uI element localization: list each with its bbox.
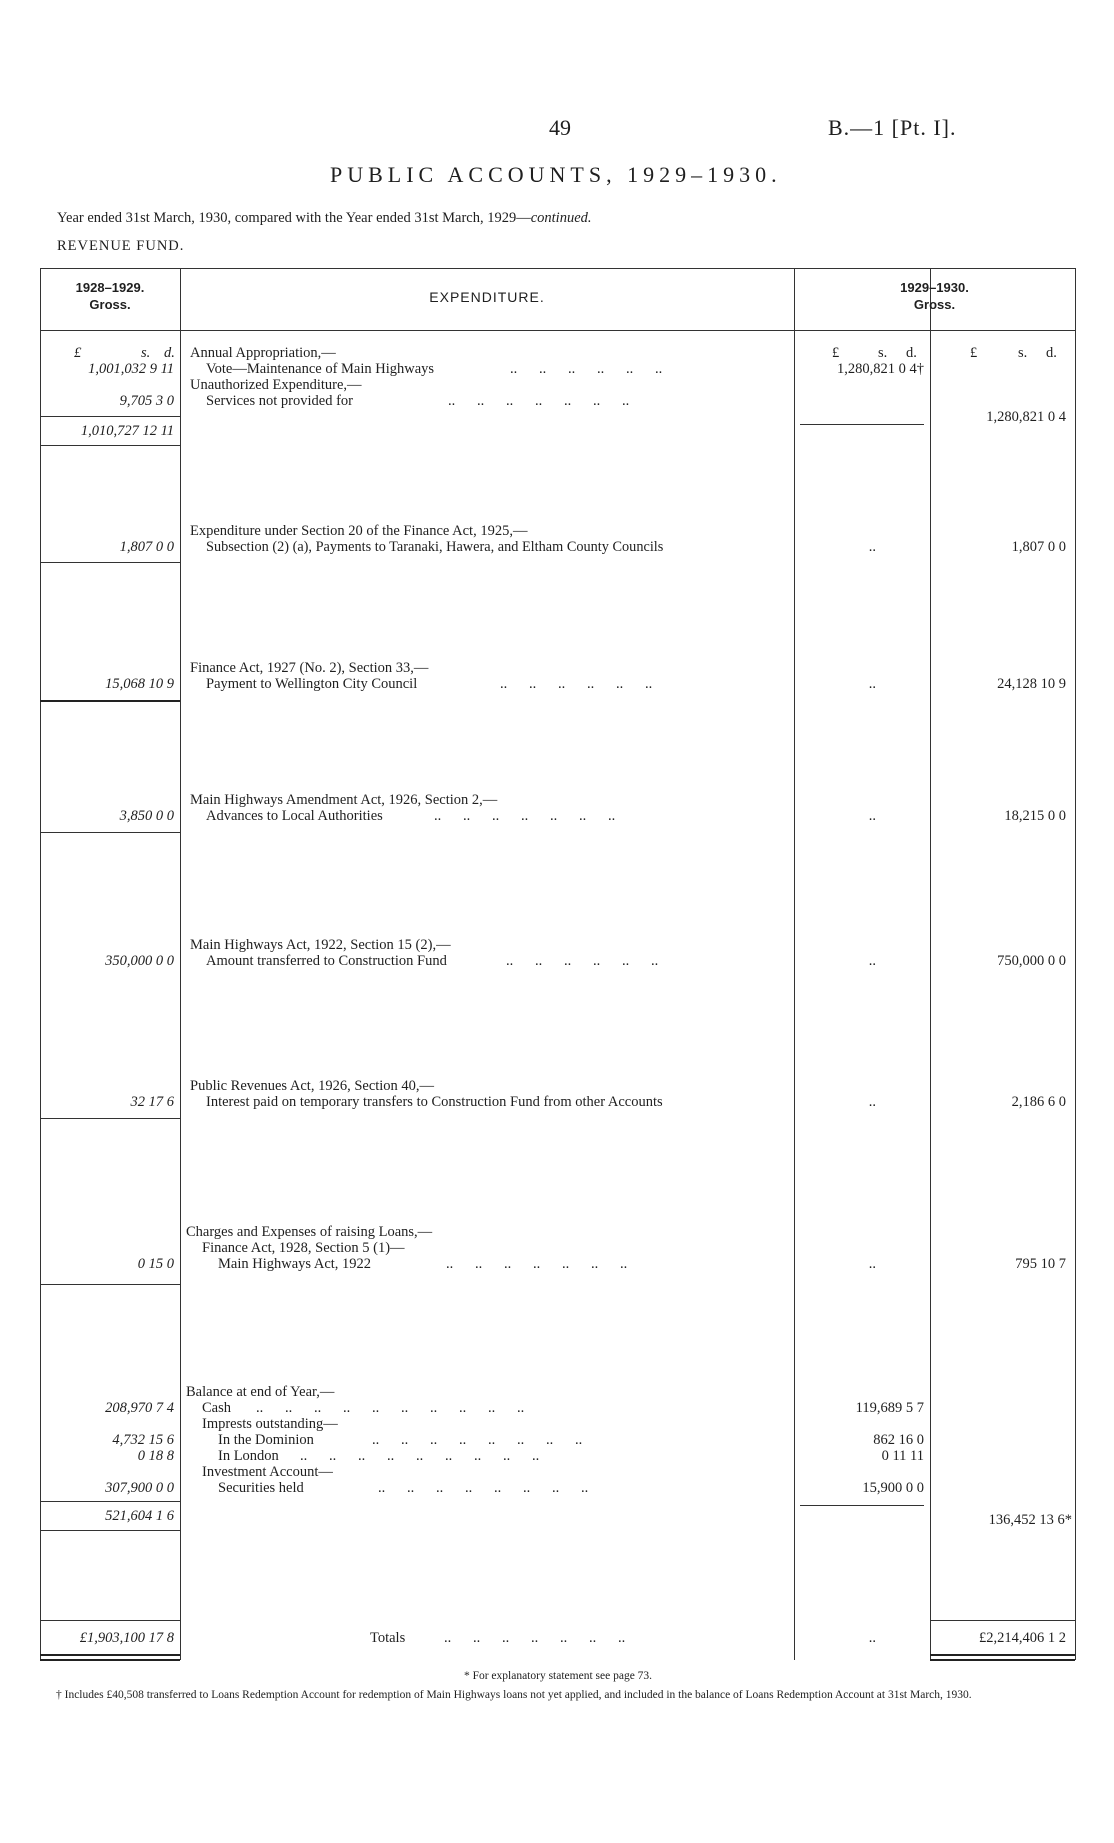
totals-prev-rule-2 (40, 1659, 180, 1661)
totals-detail: .. (868, 1630, 876, 1646)
balance-detail-london: 0 11 11 (881, 1448, 924, 1464)
loans-heading: Charges and Expenses of raising Loans,— (186, 1224, 433, 1240)
loans-sub-heading: Finance Act, 1928, Section 5 (1)— (202, 1240, 405, 1256)
balance-prev-total-rule (40, 1530, 180, 1531)
gross-pence-unit: d. (1046, 345, 1057, 361)
balance-detail-rule (800, 1505, 924, 1506)
finance1925-detail: .. (868, 539, 876, 555)
gross-shilling-unit: s. (1018, 345, 1028, 361)
subtitle-main: Year ended 31st March, 1930, compared with the Year ended 31st March, 1929— (57, 210, 531, 226)
subtitle (57, 210, 592, 227)
highways1926-prev-rule (40, 832, 180, 833)
leader-dots: .. .. .. .. .. .. .. .. .. (300, 1448, 540, 1464)
curr-gross-label: Gross. (913, 297, 956, 312)
revenues1926-line: Interest paid on temporary transfers to Construction Fund from other Accounts (206, 1094, 663, 1110)
finance1927-detail: .. (868, 676, 876, 692)
balance-prev-dominion: 4,732 15 6 (112, 1432, 174, 1448)
footnote-star: * For explanatory statement see page 73. (463, 1670, 653, 1682)
document-title: PUBLIC ACCOUNTS, 1929–1930. (330, 162, 782, 187)
highways1926-gross: 18,215 0 0 (1004, 808, 1066, 824)
unauthorized-line: Services not provided for (206, 393, 353, 409)
highways1922-detail: .. (868, 953, 876, 969)
col-divider-prev (180, 268, 181, 1660)
annual-prev-vote: 1,001,032 9 11 (88, 361, 174, 377)
highways1922-prev: 350,000 0 0 (105, 953, 174, 969)
highways1922-line: Amount transferred to Construction Fund (206, 953, 447, 969)
finance1925-heading: Expenditure under Section 20 of the Finance Act, 1925,— (190, 523, 528, 539)
loans-line: Main Highways Act, 1922 (218, 1256, 372, 1272)
leader-dots: .. .. .. .. .. .. .. (448, 393, 630, 409)
balance-dominion-label: In the Dominion (218, 1432, 314, 1448)
expenditure-header: EXPENDITURE. (429, 289, 545, 305)
totals-gross-rule-1 (930, 1654, 1075, 1656)
detail-pound-unit: £ (832, 345, 840, 361)
detail-shilling-unit: s. (878, 345, 888, 361)
balance-prev-london: 0 18 8 (137, 1448, 174, 1464)
loans-prev-rule (40, 1284, 180, 1285)
leader-dots: .. .. .. .. .. .. (510, 361, 663, 377)
totals-prev-rule-top (40, 1620, 180, 1621)
highways1926-prev: 3,850 0 0 (119, 808, 174, 824)
totals-gross-rule-top (930, 1620, 1075, 1621)
balance-detail-dominion: 862 16 0 (873, 1432, 924, 1448)
balance-london-label: In London (218, 1448, 279, 1464)
annual-gross-amount: 1,280,821 0 4 (986, 409, 1066, 425)
prev-year-label: 1928–1929. (75, 280, 145, 295)
balance-investment-label: Investment Account— (202, 1464, 333, 1480)
loans-gross: 795 10 7 (1015, 1256, 1066, 1272)
table-top-rule (40, 268, 1076, 269)
totals-prev-rule-1 (40, 1654, 180, 1656)
prev-pence-unit: d. (164, 345, 175, 361)
balance-detail-securities: 15,900 0 0 (862, 1480, 924, 1496)
finance1925-gross: 1,807 0 0 (1011, 539, 1066, 555)
totals-gross-rule-2 (930, 1659, 1075, 1661)
annual-detail-rule (800, 424, 924, 425)
highways1926-heading: Main Highways Amendment Act, 1926, Section 2,— (190, 792, 498, 808)
balance-securities-label: Securities held (218, 1480, 304, 1496)
revenues1926-prev: 32 17 6 (130, 1094, 174, 1110)
unauthorized-heading: Unauthorized Expenditure,— (190, 377, 362, 393)
leader-dots: .. .. .. .. .. .. (506, 953, 659, 969)
balance-prev-total: 521,604 1 6 (105, 1508, 174, 1524)
balance-imprests-label: Imprests outstanding— (202, 1416, 338, 1432)
balance-gross: 136,452 13 6* (988, 1512, 1072, 1528)
leader-dots: .. .. .. .. .. .. .. (444, 1630, 626, 1646)
curr-year-label: 1929–1930. (900, 280, 969, 295)
balance-prev-cash: 208,970 7 4 (105, 1400, 174, 1416)
balance-detail-cash: 119,689 5 7 (855, 1400, 924, 1416)
balance-heading: Balance at end of Year,— (186, 1384, 335, 1400)
highways1922-heading: Main Highways Act, 1922, Section 15 (2),— (190, 937, 451, 953)
highways1926-line: Advances to Local Authorities (206, 808, 383, 824)
annual-detail-amount: 1,280,821 0 4† (837, 361, 924, 377)
annual-prev-total-rule (40, 445, 180, 446)
highways1922-gross: 750,000 0 0 (997, 953, 1066, 969)
revenues1926-detail: .. (868, 1094, 876, 1110)
leader-dots: .. .. .. .. .. .. .. .. .. .. (256, 1400, 525, 1416)
revenues1926-prev-rule (40, 1118, 180, 1119)
totals-label: Totals (370, 1630, 406, 1646)
finance1927-prev-rule (40, 700, 180, 702)
page-number: 49 (549, 115, 571, 140)
prev-year-header (40, 279, 180, 313)
leader-dots: .. .. .. .. .. .. .. .. (372, 1432, 583, 1448)
prev-gross-label: Gross. (89, 297, 131, 312)
finance1927-line: Payment to Wellington City Council (206, 676, 418, 692)
balance-cash-label: Cash (202, 1400, 231, 1416)
detail-pence-unit: d. (906, 345, 917, 361)
right-border (1075, 268, 1076, 1660)
header-bottom-rule (40, 330, 1076, 331)
loans-prev: 0 15 0 (137, 1256, 174, 1272)
totals-prev: £1,903,100 17 8 (79, 1630, 174, 1646)
subtitle-continued: continued. (530, 210, 592, 226)
annual-prev-total: 1,010,727 12 11 (80, 423, 174, 439)
annual-prev-unauthorized: 9,705 3 0 (119, 393, 174, 409)
prev-shilling-unit: s. (141, 345, 151, 361)
totals-gross: £2,214,406 1 2 (979, 1630, 1066, 1646)
revenues1926-gross: 2,186 6 0 (1011, 1094, 1066, 1110)
curr-year-header (794, 279, 1075, 313)
annual-prev-subtotal-rule (40, 416, 180, 417)
leader-dots: .. .. .. .. .. .. (500, 676, 653, 692)
balance-prev-subtotal-rule (40, 1501, 180, 1502)
finance1925-prev: 1,807 0 0 (119, 539, 174, 555)
revenues1926-heading: Public Revenues Act, 1926, Section 40,— (190, 1078, 435, 1094)
footnote-dagger: † Includes £40,508 transferred to Loans Redemption Account for redemption of Main Highways loans not yet applied, and included in the balance of Loans Redemption Account at 31st March, 1930. (56, 1689, 972, 1701)
gross-pound-unit: £ (970, 345, 978, 361)
leader-dots: .. .. .. .. .. .. .. .. (378, 1480, 589, 1496)
leader-dots: .. .. .. .. .. .. .. (446, 1256, 628, 1272)
finance1925-line: Subsection (2) (a), Payments to Taranaki, Hawera, and Eltham County Councils (206, 539, 664, 555)
loans-detail: .. (868, 1256, 876, 1272)
annual-heading: Annual Appropriation,— (190, 345, 336, 361)
finance1927-heading: Finance Act, 1927 (No. 2), Section 33,— (190, 660, 429, 676)
balance-prev-securities: 307,900 0 0 (105, 1480, 174, 1496)
finance1927-gross: 24,128 10 9 (997, 676, 1066, 692)
fund-name: REVENUE FUND. (57, 238, 185, 254)
finance1927-prev: 15,068 10 9 (105, 676, 174, 692)
finance1925-prev-rule (40, 562, 180, 563)
highways1926-detail: .. (868, 808, 876, 824)
prev-pound-unit: £ (74, 345, 82, 361)
part-reference: B.—1 [Pt. I]. (828, 115, 957, 140)
leader-dots: .. .. .. .. .. .. .. (434, 808, 616, 824)
annual-vote-line: Vote—Maintenance of Main Highways (206, 361, 435, 377)
